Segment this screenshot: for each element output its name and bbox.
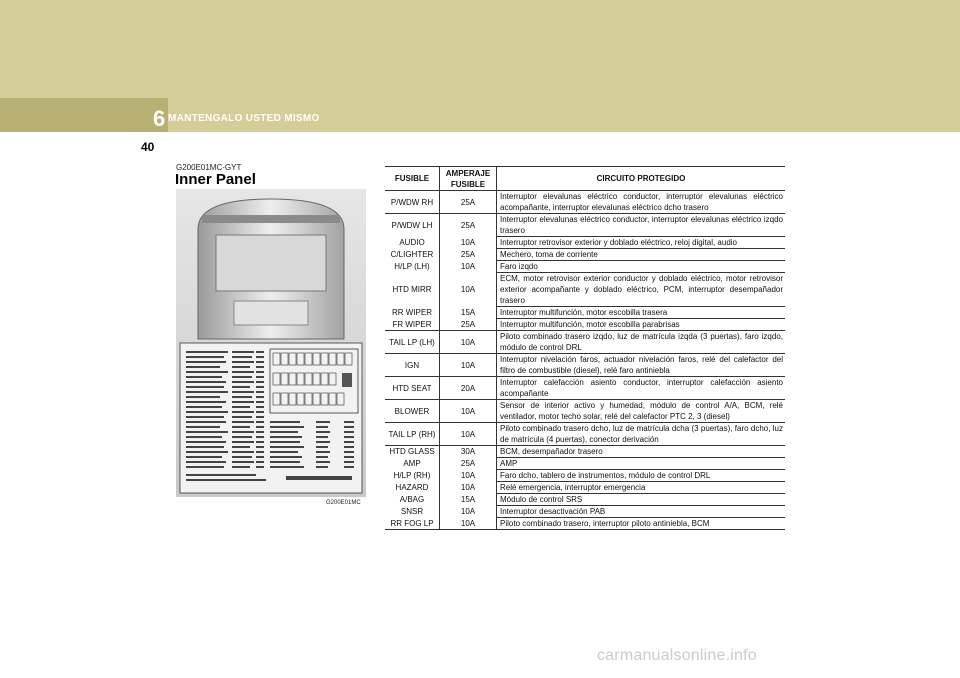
circuit-cell: BCM, desempañador trasero xyxy=(497,446,786,458)
table-row xyxy=(385,237,785,249)
fuse-cell: H/LP (LH) xyxy=(394,262,430,271)
amp-cell: 15A xyxy=(440,494,497,506)
circuit-cell: Faro dcho, tablero de instrumentos, módulo de control DRL xyxy=(497,470,786,482)
amp-cell: 10A xyxy=(440,482,497,494)
circuit-cell: Interruptor nivelación faros, actuador nivelación faros, relé del calefactor del filtro de combustible (diesel), relé faro antiniebla xyxy=(497,354,786,377)
amp-cell: 25A xyxy=(440,319,497,331)
table-row xyxy=(385,446,785,458)
circuit-cell: Relé emergencia, interruptor emergencia xyxy=(497,482,786,494)
chapter-number: 6 xyxy=(153,106,166,131)
table-row xyxy=(385,506,785,518)
circuit-cell: Interruptor calefacción asiento conductor, interruptor calefacción asiento acompañante xyxy=(497,377,786,400)
table-row xyxy=(385,249,785,261)
fuse-panel-photo xyxy=(176,189,366,497)
circuit-cell: Interruptor retrovisor exterior y doblado eléctrico, reloj digital, audio xyxy=(497,237,786,249)
fuse-cell: A/BAG xyxy=(399,495,425,504)
amp-cell: 30A xyxy=(440,446,497,458)
table-row xyxy=(385,261,785,273)
fuse-cell: HTD MIRR xyxy=(392,285,432,294)
circuit-cell: Interruptor multifunción, motor escobilla parabrisas xyxy=(497,319,786,331)
amp-cell: 10A xyxy=(440,470,497,482)
table-row xyxy=(385,319,785,331)
circuit-cell: Interruptor multifunción, motor escobilla trasera xyxy=(497,307,786,319)
table-row xyxy=(385,354,785,377)
amp-cell: 25A xyxy=(440,458,497,470)
fuse-cell: TAIL LP (LH) xyxy=(385,331,440,354)
amp-cell: 25A xyxy=(440,214,497,237)
circuit-cell: Piloto combinado trasero dcho, luz de matrícula dcha (3 puertas), faro dcho, luz de matrícula (4 puertas), conector derivación xyxy=(497,423,786,446)
fuse-cell: HAZARD xyxy=(395,483,429,492)
fuse-cell: TAIL LP (RH) xyxy=(385,423,440,446)
table-row xyxy=(385,273,785,307)
amp-cell: 10A xyxy=(440,506,497,518)
circuit-cell: Interruptor desactivación PAB xyxy=(497,506,786,518)
circuit-cell: Mechero, toma de corriente xyxy=(497,249,786,261)
watermark-text: carmanualsonline.info xyxy=(597,647,757,664)
chapter-title: MANTENGALO USTED MISMO xyxy=(168,113,320,124)
table-row xyxy=(385,214,785,237)
amp-cell: 10A xyxy=(440,354,497,377)
circuit-cell: Interruptor elevalunas eléctrico conductor, interruptor elevalunas eléctrico izqdo trasero xyxy=(497,214,786,237)
amp-cell: 10A xyxy=(440,423,497,446)
fuse-cell: C/LIGHTER xyxy=(390,250,434,259)
table-header-row xyxy=(385,167,785,191)
amp-cell: 10A xyxy=(440,273,497,307)
fuse-table xyxy=(385,166,785,530)
fuse-panel-illustration xyxy=(176,189,366,497)
circuit-cell: Módulo de control SRS xyxy=(497,494,786,506)
circuit-cell: Piloto combinado trasero izqdo, luz de matrícula izqda (3 puertas), faro izqdo, módulo de control DRL xyxy=(497,331,786,354)
table-row xyxy=(385,518,785,530)
fuse-cell: HTD GLASS xyxy=(385,446,440,458)
table-row xyxy=(385,400,785,423)
section-code: G200E01MC-GYT xyxy=(176,163,242,172)
chapter-tab xyxy=(0,98,168,132)
fuse-cell: IGN xyxy=(385,354,440,377)
table-row xyxy=(385,458,785,470)
fuse-cell: P/WDW LH xyxy=(385,214,440,237)
table-row xyxy=(385,494,785,506)
circuit-cell: Faro izqdo xyxy=(497,261,786,273)
fuse-cell: H/LP (RH) xyxy=(393,471,431,480)
figure-caption: G200E01MC xyxy=(326,500,361,506)
amp-cell: 10A xyxy=(440,331,497,354)
circuit-cell: Sensor de interior activo y humedad, módulo de control A/A, BCM, relé ventilador, motor techo solar, relé del calefactor PTC 2, 3 (diesel) xyxy=(497,400,786,423)
table-row xyxy=(385,377,785,400)
table-row xyxy=(385,482,785,494)
amp-cell: 15A xyxy=(440,307,497,319)
amp-cell: 10A xyxy=(440,400,497,423)
section-title: Inner Panel xyxy=(175,171,256,188)
amp-cell: 20A xyxy=(440,377,497,400)
circuit-cell: ECM, motor retrovisor exterior conductor y doblado eléctrico, motor retrovisor exterior acompañante y doblado eléctrico, PCM, interruptor desempañador trasero xyxy=(497,273,786,307)
amp-cell: 25A xyxy=(440,191,497,214)
fuse-cell: FR WIPER xyxy=(392,319,432,329)
fuse-cell: RR FOG LP xyxy=(385,518,440,530)
amp-cell: 25A xyxy=(440,249,497,261)
amp-cell: 10A xyxy=(440,237,497,249)
amp-cell: 10A xyxy=(440,261,497,273)
table-row xyxy=(385,331,785,354)
fuse-cell: AMP xyxy=(403,459,421,468)
header-amperage: AMPERAJE FUSIBLE xyxy=(440,167,497,191)
table-row xyxy=(385,307,785,319)
page-number: 40 xyxy=(141,140,155,154)
circuit-cell: Interruptor elevalunas eléctrico conductor, interruptor elevalunas eléctrico acompañante, interruptor elevalunas eléctrico dcho trasero xyxy=(497,191,786,214)
fuse-cell: AUDIO xyxy=(399,238,425,247)
fuse-cell: P/WDW RH xyxy=(390,197,434,207)
table-row xyxy=(385,423,785,446)
table-row xyxy=(385,470,785,482)
fuse-cell: RR WIPER xyxy=(392,308,432,317)
amp-cell: 10A xyxy=(440,518,497,530)
fuse-cell: BLOWER xyxy=(385,400,440,423)
circuit-cell: Piloto combinado trasero, interruptor piloto antiniebla, BCM xyxy=(497,518,786,530)
header-fuse: FUSIBLE xyxy=(385,167,440,191)
fuse-cell: HTD SEAT xyxy=(385,377,440,400)
fuse-cell: SNSR xyxy=(400,507,424,516)
header-circuit: CIRCUITO PROTEGIDO xyxy=(497,167,786,191)
circuit-cell: AMP xyxy=(497,458,786,470)
